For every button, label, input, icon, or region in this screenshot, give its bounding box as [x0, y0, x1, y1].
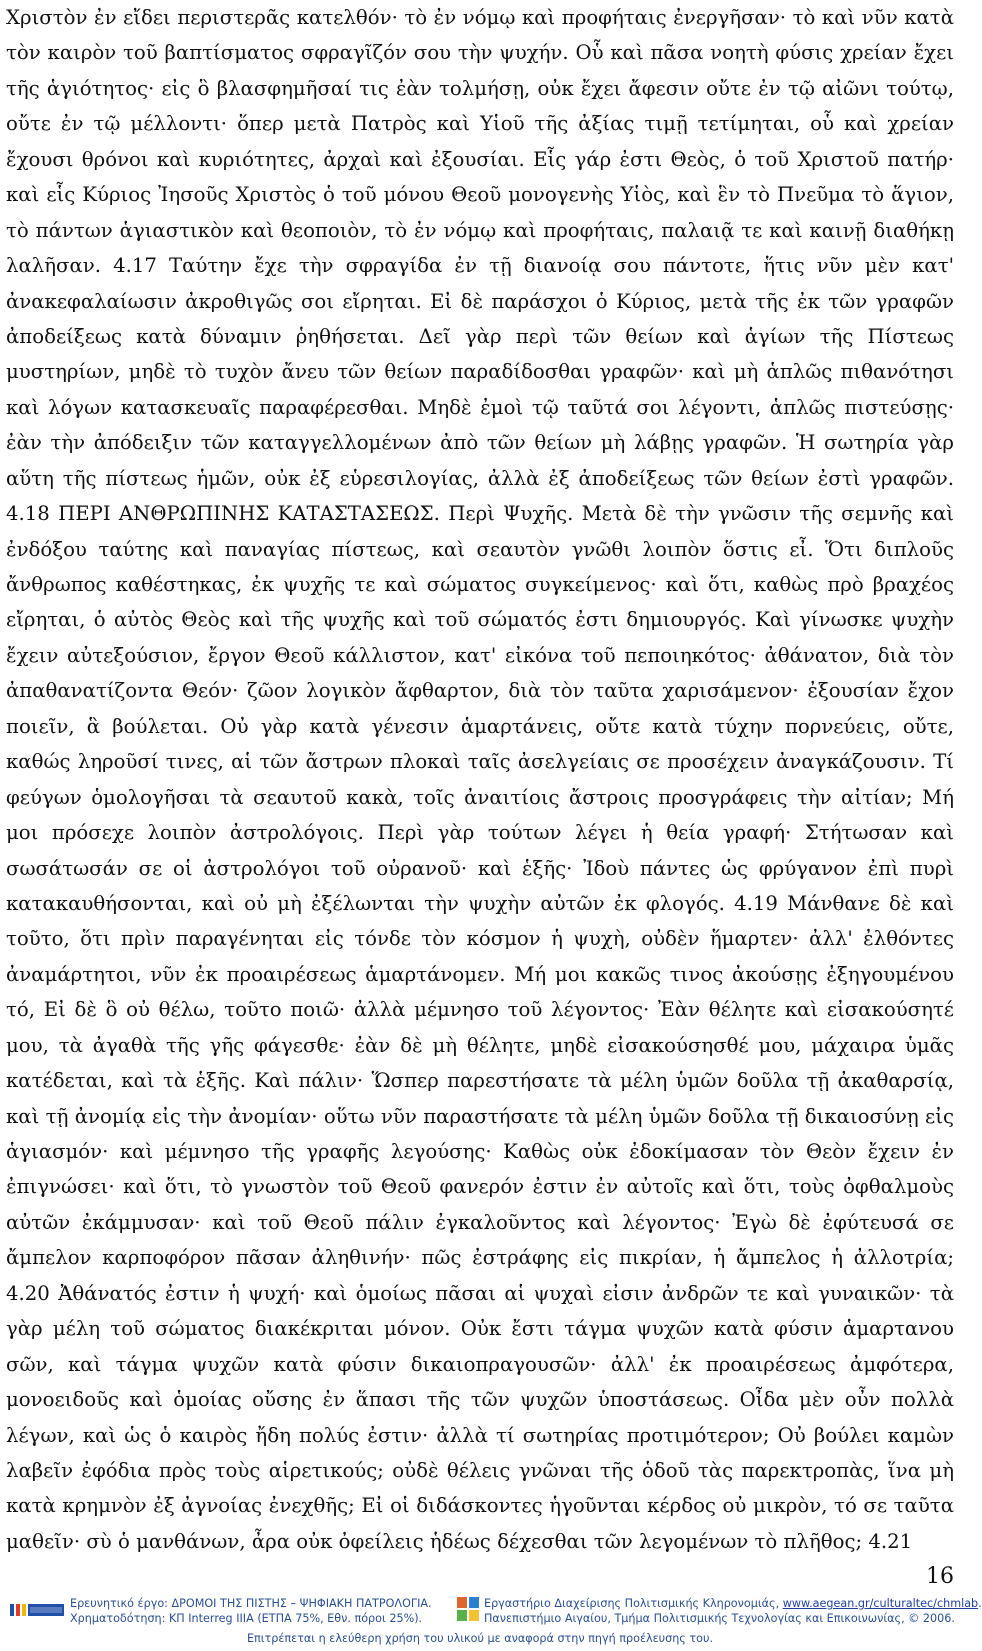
- lab-logo-icon: [456, 1596, 480, 1622]
- lab-website-link[interactable]: www.aegean.gr/culturaltec/chmlab: [782, 1597, 979, 1610]
- footer-lab-line-end: .: [978, 1597, 982, 1610]
- body-text: Χριστὸν ἐν εἴδει περιστερᾶς κατελθόν· τὸ ἐν νόμῳ καὶ προφήταις ἐνεργῆσαν· τὸ καὶ νῦν κατὰ τὸν καιρὸν τοῦ βαπτίσματος σφραγῖζόν σου τὴν ψυχήν. Οὗ καὶ πᾶσα νοητὴ φύσις χρείαν ἔχει τῆς ἁγιότητος· εἰς ὃ βλασφημῆσαί τις ἐὰν τολμήσῃ, οὐκ ἔχει ἄφεσιν οὔτε ἐν τῷ αἰῶνι τούτῳ, οὔτε ἐν τῷ μέλλοντι· ὅπερ μετὰ Πατρὸς καὶ Υἱοῦ τῆς ἀξίας τιμῇ τετίμηται, οὗ καὶ χρείαν ἔχουσι θρόνοι καὶ κυριότητες, ἀρχαὶ καὶ ἐξουσίαι. Εἷς γάρ ἐστι Θεὸς, ὁ τοῦ Χριστοῦ πατήρ· καὶ εἷς Κύριος Ἰησοῦς Χριστὸς ὁ τοῦ μόνου Θεοῦ μονογενὴς Υἱὸς, καὶ ἓν τὸ Πνεῦμα τὸ ἅγιον, τὸ πάντων ἁγιαστικὸν καὶ θεοποιὸν, τὸ ἐν νόμῳ καὶ προφήταις, παλαιᾷ τε καὶ καινῇ διαθήκῃ λαλῆσαν. 4.17 Ταύτην ἔχε τὴν σφραγίδα ἐν τῇ διανοίᾳ σου πάντοτε, ἥτις νῦν μὲν κατ' ἀνακεφαλαίωσιν ἀκροθιγῶς σοι εἴρηται. Εἰ δὲ παράσχοι ὁ Κύριος, μετὰ τῆς ἐκ τῶν γραφῶν ἀποδείξεως κατὰ δύναμιν ῥηθήσεται. Δεῖ γὰρ περὶ τῶν θείων καὶ ἁγίων τῆς Πίστεως μυστηρίων, μηδὲ τὸ τυχὸν ἄνευ τῶν θείων παραδίδοσθαι γραφῶν· καὶ μὴ ἁπλῶς πιθανότησι καὶ λόγων κατασκευαῖς παραφέρεσθαι. Μηδὲ ἐμοὶ τῷ ταῦτά σοι λέγοντι, ἁπλῶς πιστεύσῃς· ἐὰν τὴν ἀπόδειξιν τῶν καταγγελλομένων ἀπὸ τῶν θείων μὴ λάβῃς γραφῶν. Ἡ σωτηρία γὰρ αὕτη τῆς πίστεως ἡμῶν, οὐκ ἐξ εὑρεσιλογίας, ἀλλὰ ἐξ ἀποδείξεως τῶν θείων ἐστὶ γραφῶν. 4.18 ΠΕΡΙ ΑΝΘΡΩΠΙΝΗΣ ΚΑΤΑΣΤΑΣΕΩΣ. Περὶ Ψυχῆς. Μετὰ δὲ τὴν γνῶσιν τῆς σεμνῆς καὶ ἐνδόξου ταύτης καὶ παναγίας πίστεως, καὶ σεαυτὸν γνῶθι λοιπὸν ὅστις εἶ. Ὅτι διπλοῦς ἄνθρωπος καθέστηκας, ἐκ ψυχῆς τε καὶ σώματος συγκείμενος· καὶ ὅτι, καθὼς πρὸ βραχέος εἴρηται, ὁ αὐτὸς Θεὸς καὶ τῆς ψυχῆς καὶ τοῦ σώματός ἐστι δημιουργός. Καὶ γίνωσκε ψυχὴν ἔχειν αὐτεξούσιον, ἔργον Θεοῦ κάλλιστον, κατ' εἰκόνα τοῦ πεποιηκότος· ἀθάνατον, διὰ τὸν ἀπαθανατίζοντα Θεόν· ζῶον λογικὸν ἄφθαρτον, διὰ τὸν ταῦτα χαρισάμενον· ἐξουσίαν ἔχον ποιεῖν, ἃ βούλεται. Οὐ γὰρ κατὰ γένεσιν ἁμαρτάνεις, οὔτε κατὰ τύχην πορνεύεις, οὔτε, καθώς ληροῦσί τινες, αἱ τῶν ἄστρων πλοκαὶ ταῖς ἀσελγείαις σε προσέχειν ἀναγκάζουσιν. Τί φεύγων ὁμολογῆσαι τὰ σεαυτοῦ κακὰ, τοῖς ἀναιτίοις ἄστροις προσγράφεις τὴν αἰτίαν; Μή μοι πρόσεχε λοιπὸν ἀστρολόγοις. Περὶ γὰρ τούτων λέγει ἡ θεία γραφή· Στήτωσαν καὶ σωσάτωσάν σε οἱ ἀστρολόγοι τοῦ οὐρανοῦ· καὶ ἑξῆς· Ἰδοὺ πάντες ὡς φρύγανον ἐπὶ πυρὶ κατακαυθήσονται, καὶ οὐ μὴ ἐξέλωνται τὴν ψυχὴν αὐτῶν ἐκ φλογός. 4.19 Μάνθανε δὲ καὶ τοῦτο, ὅτι πρὶν παραγένηται εἰς τόνδε τὸν κόσμον ἡ ψυχὴ, οὐδὲν ἥμαρτεν· ἀλλ' ἐλθόντες ἀναμάρτητοι, νῦν ἐκ προαιρέσεως ἁμαρτάνομεν. Μή μοι κακῶς τινος ἀκούσῃς ἐξηγουμένου τό, Εἰ δὲ ὃ οὐ θέλω, τοῦτο ποιῶ· ἀλλὰ μέμνησο τοῦ λέγοντος· Ἐὰν θέλητε καὶ εἰσακούσητέ μου, τὰ ἀγαθὰ τῆς γῆς φάγεσθε· ἐὰν δὲ μὴ θέλητε, μηδὲ εἰσακούσησθέ μου, μάχαιρα ὑμᾶς κατέδεται, καὶ τὰ ἑξῆς. Καὶ πάλιν· Ὥσπερ παρεστήσατε τὰ μέλη ὑμῶν δοῦλα τῇ ἀκαθαρσίᾳ, καὶ τῇ ἀνομίᾳ εἰς τὴν ἀνομίαν· οὕτω νῦν παραστήσατε τὰ μέλη ὑμῶν δοῦλα τῇ δικαιοσύνῃ εἰς ἁγιασμόν· καὶ μέμνησο τῆς γραφῆς λεγούσης· Καθὼς οὐκ ἐδοκίμασαν τὸν Θεὸν ἔχειν ἐν ἐπιγνώσει· καὶ ὅτι, τὸ γνωστὸν τοῦ Θεοῦ φανερόν ἐστιν ἐν αὐτοῖς καὶ ὅτι, τοὺς ὀφθαλμοὺς αὐτῶν ἐκάμμυσαν· καὶ τοῦ Θεοῦ πάλιν ἐγκαλοῦντος καὶ λέγοντος· Ἐγὼ δὲ ἐφύτευσά σε ἄμπελον καρποφόρον πᾶσαν ἀληθινήν· πῶς ἐστράφης εἰς πικρίαν, ἡ ἄμπελος ἡ ἀλλοτρία; 4.20 Ἀθάνατός ἐστιν ἡ ψυχή· καὶ ὁμοίως πᾶσαι αἱ ψυχαὶ εἰσιν ἀνδρῶν τε καὶ γυναικῶν· τὰ γὰρ μέλη τοῦ σώματος διακέκριται μόνον. Οὐκ ἔστι τάγμα ψυχῶν κατὰ φύσιν ἁμαρτανου σῶν, καὶ τάγμα ψυχῶν κατὰ φύσιν δικαιοπραγουσῶν· ἀλλ' ἐκ προαιρέσεως ἀμφότερα, μονοειδοῦς καὶ ὁμοίας οὔσης ἐν ἅπασι τῆς τῶν ψυχῶν ὑποστάσεως. Οἶδα μὲν οὖν πολλὰ λέγων, καὶ ὡς ὁ καιρὸς ἤδη πολύς ἐστιν· ἀλλὰ τί σωτηρίας προτιμότερον; Οὐ βούλει καμὼν λαβεῖν ἐφόδια πρὸς τοὺς αἱρετικούς; οὐδὲ θέλεις γνῶναι τῆς ὁδοῦ τὰς παρεκτροπὰς, ἵνα μὴ κατὰ κρημνὸν ἐξ ἀγνοίας ἐνεχθῆς; Εἰ οἱ διδάσκοντες ἡγοῦνται κέρδος οὐ μικρὸν, τό σε ταῦτα μαθεῖν· σὺ ὁ μανθάνων, ἆρα οὐκ ὀφείλεις ἡδέως δέχεσθαι τῶν λεγομένων τὸ πλῆθος; 4.21: [6, 6, 954, 1553]
- footer-lab-name: Εργαστήριο Διαχείρισης Πολιτισμικής Κληρονομιάς,: [484, 1597, 783, 1610]
- page-footer: [0, 1592, 982, 1651]
- footer-lab-info: [484, 1596, 982, 1626]
- page-number: 16: [926, 1564, 954, 1589]
- footer-project-info: [70, 1596, 432, 1626]
- footer-lab-line: [484, 1596, 982, 1611]
- interreg-logo-icon: [8, 1598, 66, 1622]
- footer-university-line: Πανεπιστήμιο Αιγαίου, Τμήμα Πολιτισμικής Τεχνολογίας και Επικοινωνίας, © 2006.: [484, 1612, 955, 1625]
- footer-usage-note: Επιτρέπεται η ελεύθερη χρήση του υλικού με αναφορά στην πηγή προέλευσης του.: [246, 1632, 714, 1645]
- footer-funding-line: Χρηματοδότηση: ΚΠ Interreg IIIA (ΕΤΠΑ 75%, Εθν. πόροι 25%).: [70, 1612, 423, 1625]
- footer-project-line: Ερευνητικό έργο: ΔΡΟΜΟΙ ΤΗΣ ΠΙΣΤΗΣ – ΨΗΦΙΑΚΗ ΠΑΤΡΟΛΟΓΙΑ.: [70, 1597, 432, 1610]
